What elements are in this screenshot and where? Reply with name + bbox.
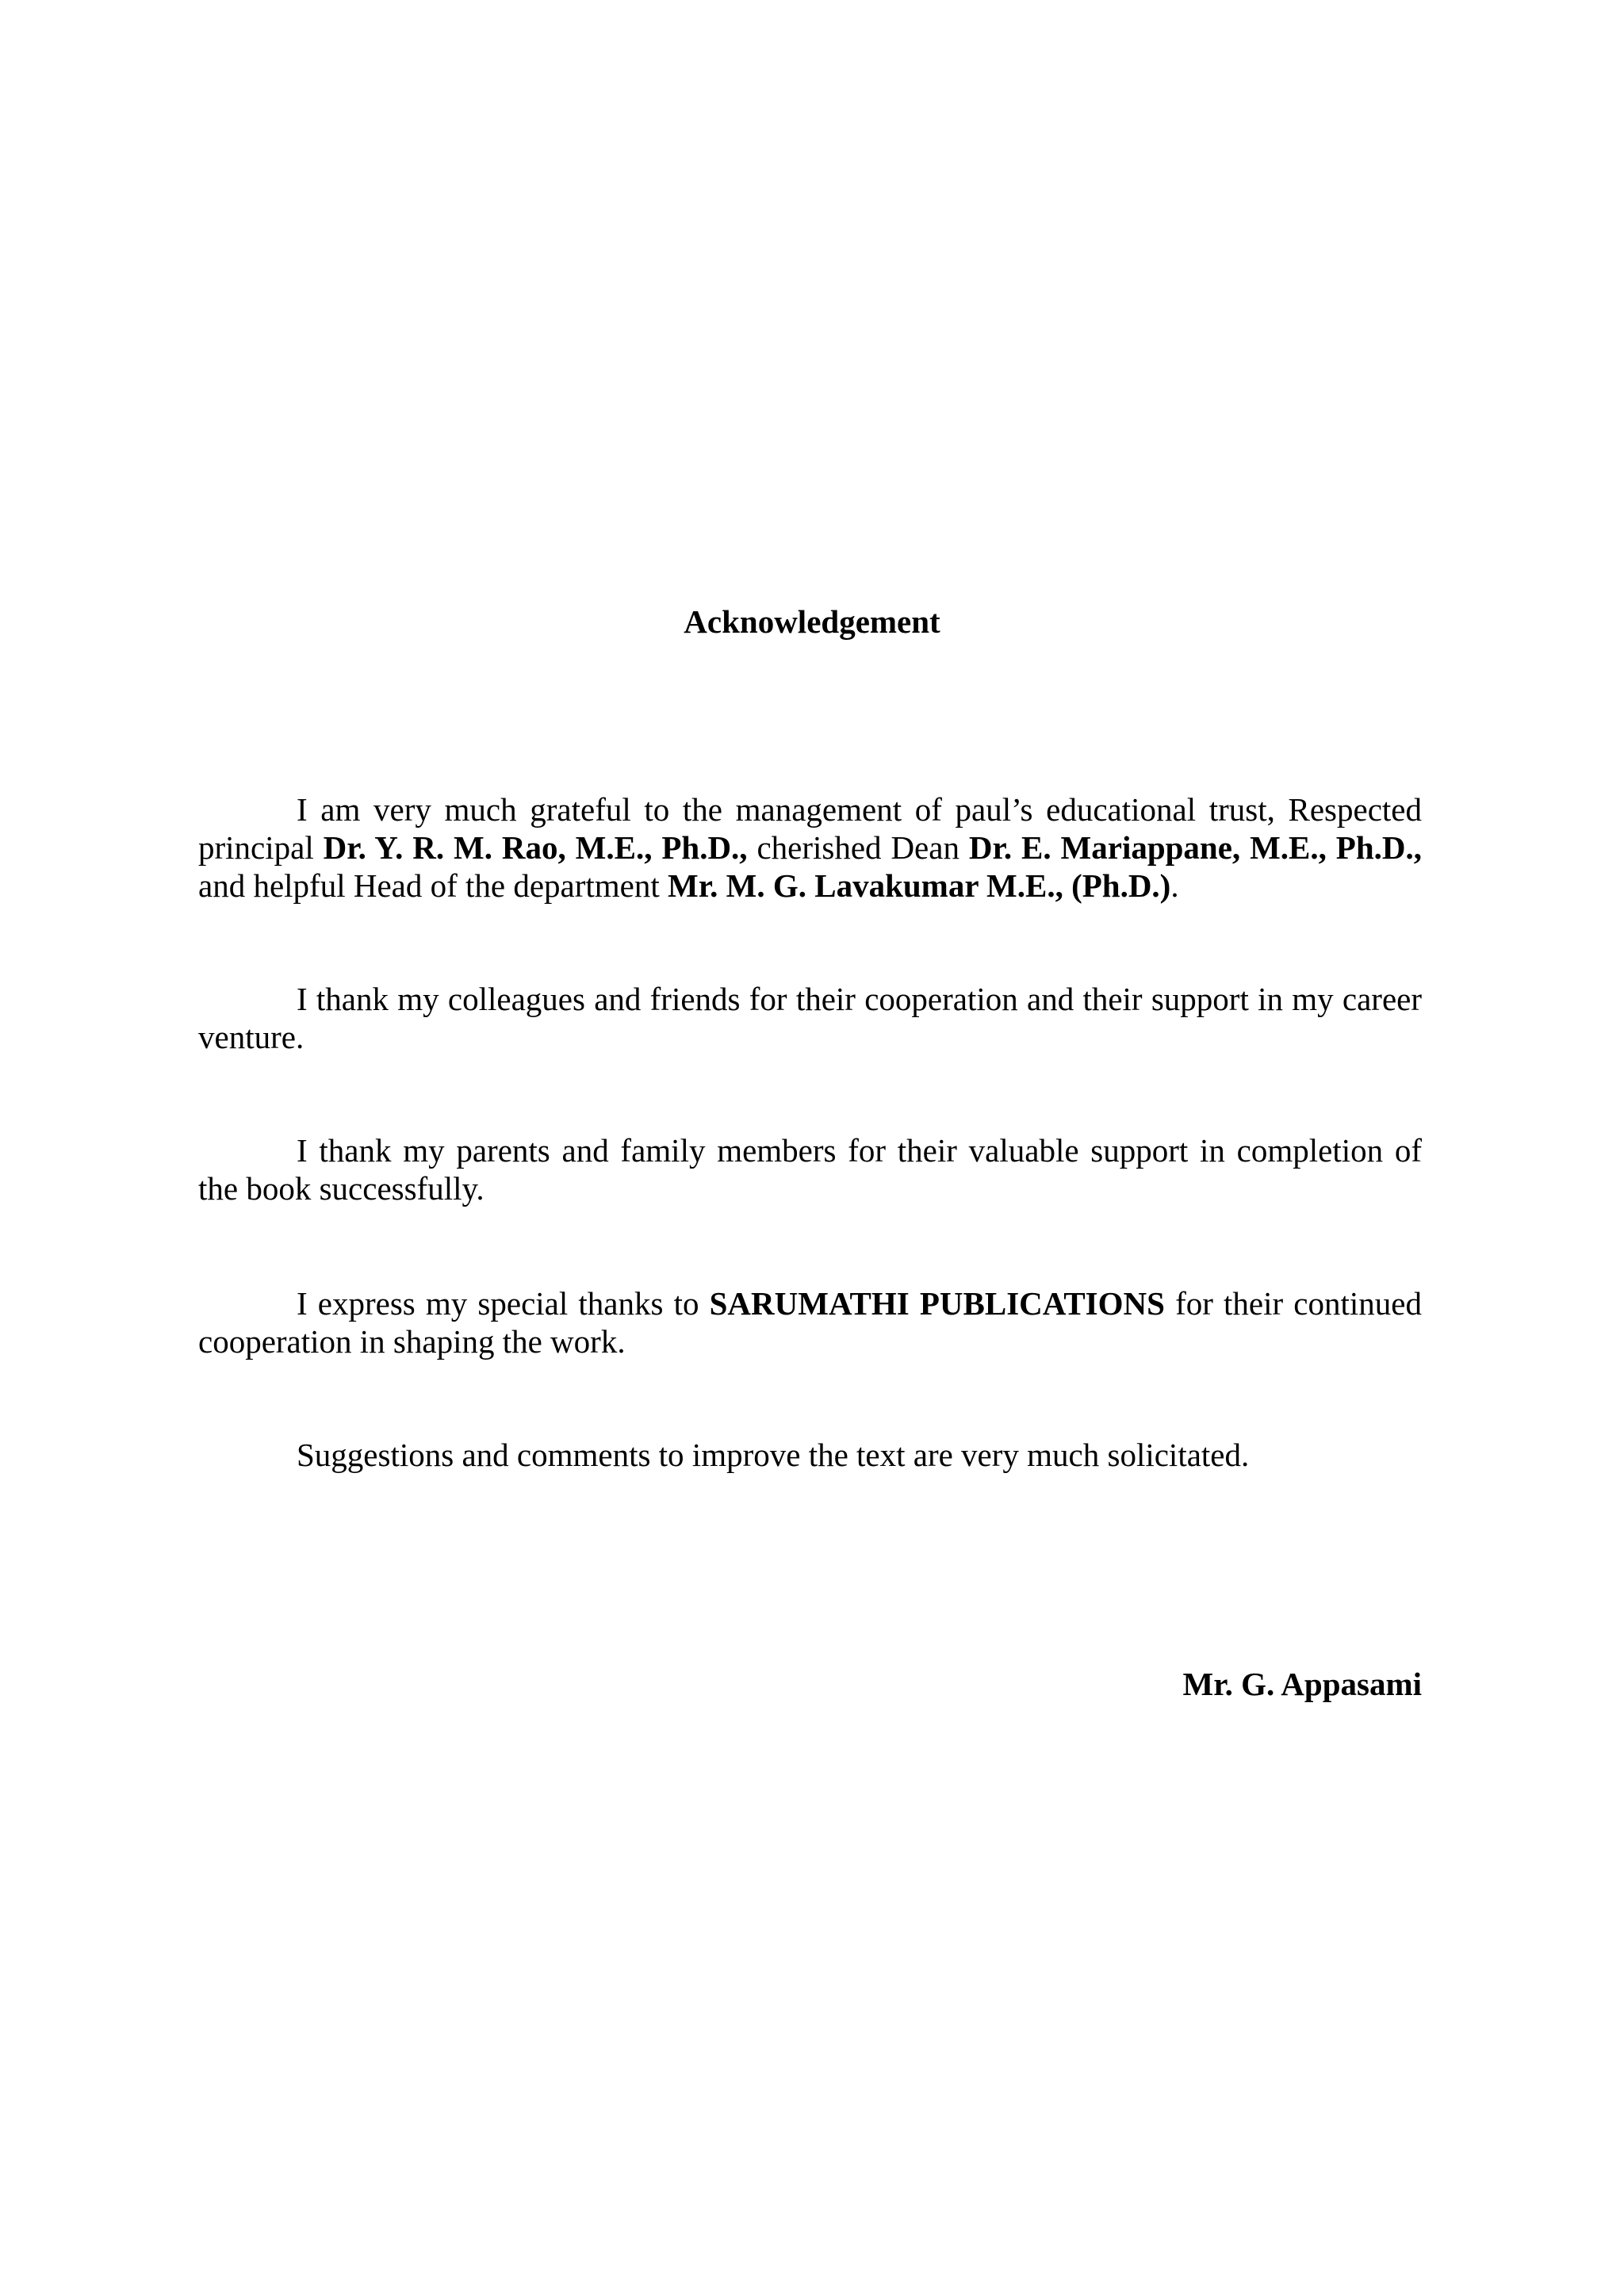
paragraph-text: for their continued cooperation in shaping the work.: [198, 1285, 1422, 1360]
paragraph-suggestions: Suggestions and comments to improve the text are very much solicitated.: [297, 1437, 1250, 1473]
paragraph-gratitude-management: [198, 790, 1422, 905]
principal-name: Dr. Y. R. M. Rao, M.E., Ph.D.,: [323, 829, 748, 866]
paragraph-text: I express my special thanks to: [297, 1285, 710, 1322]
hod-name: Mr. M. G. Lavakumar M.E., (Ph.D.): [668, 867, 1171, 904]
paragraph-family: I thank my parents and family members for their valuable support in completion of the book successfully.: [198, 1132, 1422, 1207]
author-signature: Mr. G. Appasami: [1182, 1666, 1422, 1702]
page-title: Acknowledgement: [684, 603, 940, 640]
publisher-name: SARUMATHI PUBLICATIONS: [709, 1285, 1165, 1322]
paragraph-text: cherished Dean: [747, 829, 969, 866]
paragraph-colleagues: I thank my colleagues and friends for their cooperation and their support in my career venture.: [198, 981, 1422, 1055]
paragraph-publisher: [198, 1284, 1422, 1360]
paragraph-text: I am very much grateful to the management of paul’s educational trust, Respected principal: [198, 791, 1422, 866]
paragraph-text: and helpful Head of the department: [198, 867, 668, 904]
dean-name: Dr. E. Mariappane, M.E., Ph.D.,: [968, 829, 1422, 866]
paragraph-text: .: [1170, 867, 1179, 904]
